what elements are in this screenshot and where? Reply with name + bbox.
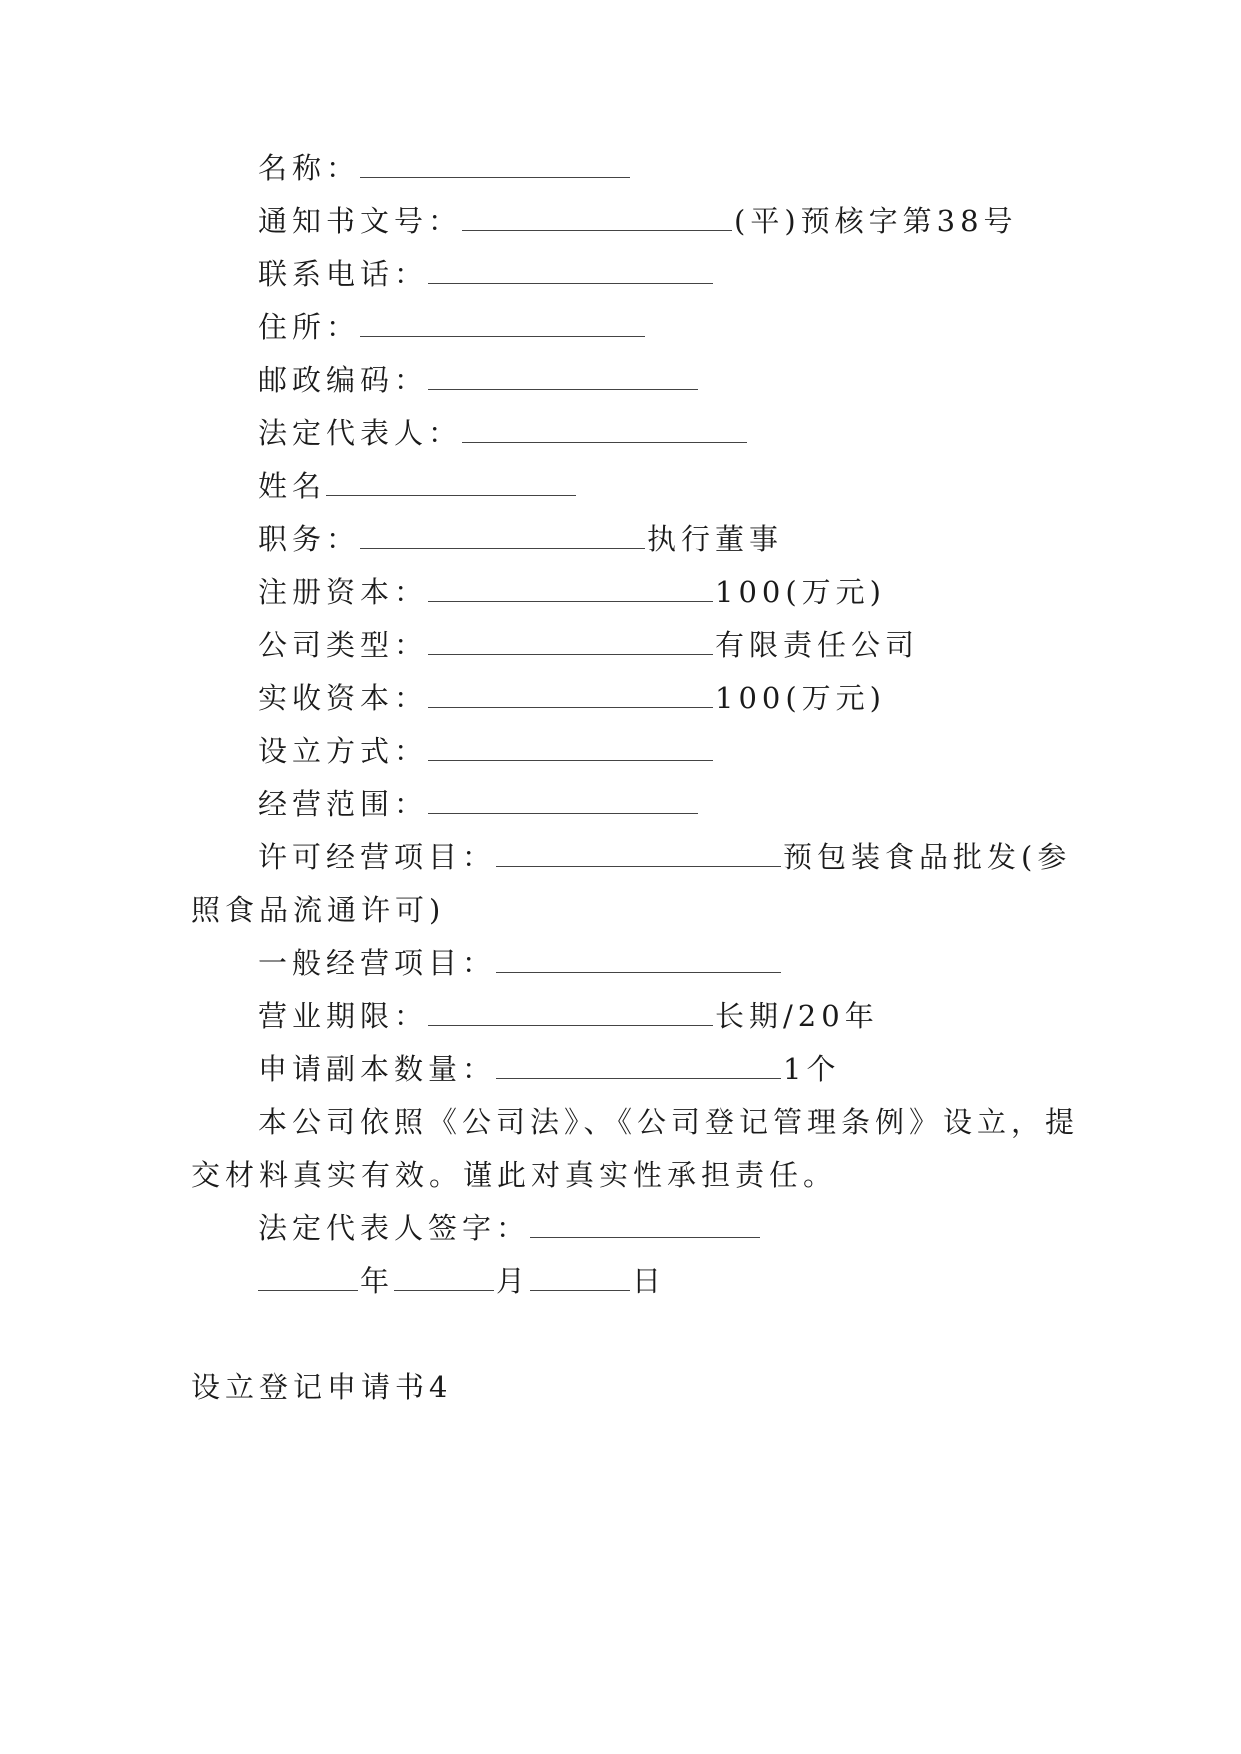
licensed-items-cont: 照食品流通许可) <box>191 893 446 927</box>
name-blank <box>360 151 630 178</box>
legal-rep-row <box>258 413 749 453</box>
copies-value: 1个 <box>783 1052 841 1086</box>
business-scope-row <box>258 784 700 824</box>
month-label: 月 <box>496 1264 531 1298</box>
reg-capital-label: 注册资本： <box>258 575 429 609</box>
general-items-label: 一般经营项目： <box>258 946 497 980</box>
licensed-items-blank <box>496 840 781 867</box>
declaration-line-2 <box>191 1155 837 1195</box>
address-label: 住所： <box>258 310 361 344</box>
phone-label: 联系电话： <box>258 257 429 291</box>
date-row <box>258 1261 666 1301</box>
business-scope-label: 经营范围： <box>258 787 429 821</box>
company-type-blank <box>428 628 713 655</box>
general-items-blank <box>496 946 781 973</box>
address-row <box>258 307 647 347</box>
paid-capital-blank <box>428 681 713 708</box>
licensed-items-label: 许可经营项目： <box>258 840 497 874</box>
person-name-label: 姓名 <box>258 469 327 503</box>
notice-label: 通知书文号： <box>258 204 463 238</box>
term-label: 营业期限： <box>258 999 429 1033</box>
licensed-items-cont-row <box>191 890 445 930</box>
legal-rep-label: 法定代表人： <box>258 416 463 450</box>
establish-method-label: 设立方式： <box>258 734 429 768</box>
copies-label: 申请副本数量： <box>258 1052 497 1086</box>
postcode-blank <box>428 363 698 390</box>
paid-capital-label: 实收资本： <box>258 681 429 715</box>
establish-method-blank <box>428 734 713 761</box>
year-blank <box>258 1264 358 1291</box>
company-type-value: 有限责任公司 <box>715 628 920 662</box>
person-name-row <box>258 466 578 506</box>
declaration-line-1 <box>258 1102 1079 1142</box>
year-label: 年 <box>360 1264 395 1298</box>
postcode-label: 邮政编码： <box>258 363 429 397</box>
position-blank <box>360 522 645 549</box>
term-row <box>258 996 879 1036</box>
company-type-label: 公司类型： <box>258 628 429 662</box>
position-row <box>258 519 783 559</box>
name-row <box>258 148 632 188</box>
declaration-text-1: 本公司依照《公司法》、《公司登记管理条例》设立，提 <box>258 1105 1080 1139</box>
month-blank <box>394 1264 494 1291</box>
person-name-blank <box>326 469 576 496</box>
next-section-title: 设立登记申请书4 <box>191 1370 453 1404</box>
paid-capital-row <box>258 678 886 718</box>
name-label: 名称： <box>258 151 361 185</box>
reg-capital-value: 100(万元) <box>715 575 886 609</box>
notice-blank <box>462 204 732 231</box>
reg-capital-row <box>258 572 886 612</box>
notice-value: (平)预核字第38号 <box>734 204 1018 238</box>
postcode-row <box>258 360 700 400</box>
phone-row <box>258 254 715 294</box>
position-value: 执行董事 <box>647 522 784 556</box>
notice-row <box>258 201 1018 241</box>
declaration-text-2: 交材料真实有效。谨此对真实性承担责任。 <box>191 1158 838 1192</box>
position-label: 职务： <box>258 522 361 556</box>
term-value: 长期/20年 <box>715 999 879 1033</box>
term-blank <box>428 999 713 1026</box>
establish-method-row <box>258 731 715 771</box>
signature-label: 法定代表人签字： <box>258 1211 531 1245</box>
phone-blank <box>428 257 713 284</box>
general-items-row <box>258 943 783 983</box>
legal-rep-blank <box>462 416 747 443</box>
company-type-row <box>258 625 919 665</box>
licensed-items-row <box>258 837 1071 877</box>
address-blank <box>360 310 645 337</box>
copies-blank <box>496 1052 781 1079</box>
business-scope-blank <box>428 787 698 814</box>
paid-capital-value: 100(万元) <box>715 681 886 715</box>
signature-blank <box>530 1211 760 1238</box>
next-section-title-row <box>191 1367 452 1407</box>
signature-row <box>258 1208 762 1248</box>
day-label: 日 <box>632 1264 667 1298</box>
licensed-items-value: 预包装食品批发(参 <box>783 840 1072 874</box>
day-blank <box>530 1264 630 1291</box>
copies-row <box>258 1049 840 1089</box>
reg-capital-blank <box>428 575 713 602</box>
